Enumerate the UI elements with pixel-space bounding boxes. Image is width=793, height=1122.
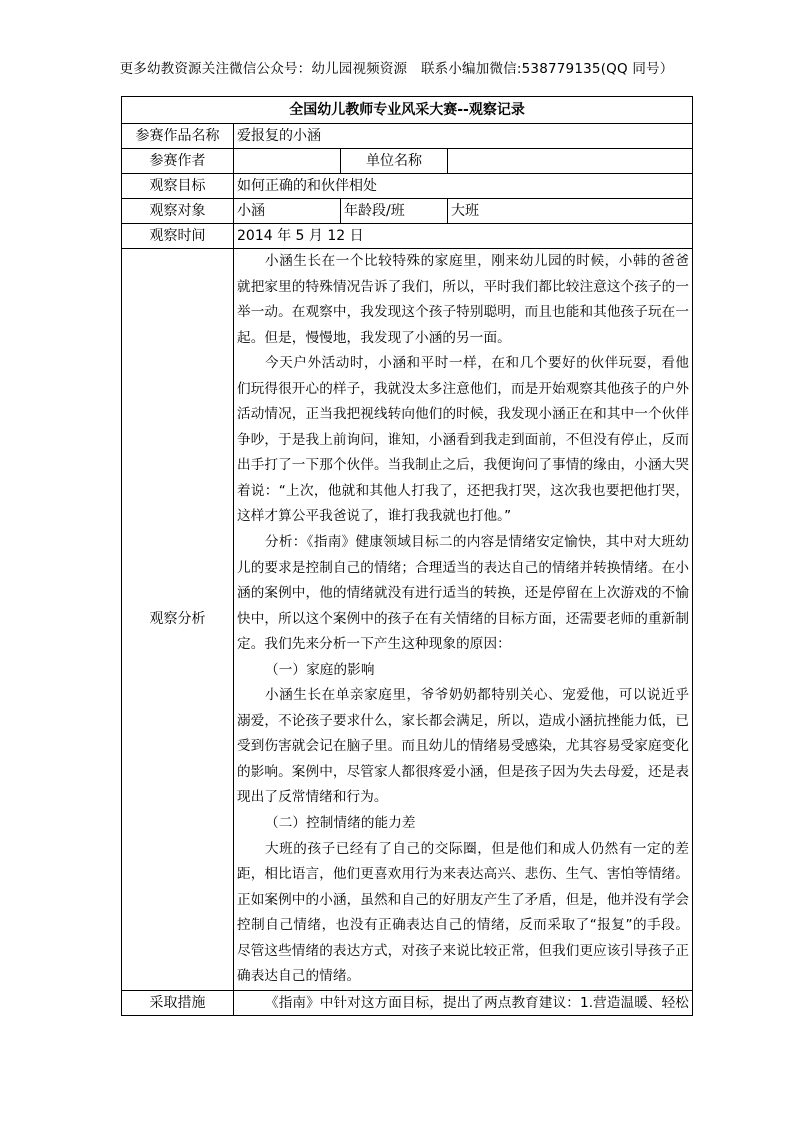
analysis-paragraph: 大班的孩子已经有了自己的交际圈，但是他们和成人仍然有一定的差距，相比语言，他们更喜欢用行为来表达高兴、悲伤、生气、害怕等情绪。正如案例中的小涵，虽然和自己的好朋友产生了矛盾，但是，他并没有学会控制自己情绪，也没有正确表达自己的情绪，反而采取了“报复”的手段。尽管这些情绪的表达方式，对孩子来说比较正常，但我们更应该引导孩子正确表达自己的情绪。 (237, 840, 690, 985)
author-value (234, 149, 341, 174)
analysis-paragraph: 分析：《指南》健康领域目标二的内容是情绪安定愉快，其中对大班幼儿的要求是控制自己的情绪；合理适当的表达自己的情绪并转换情绪。在小涵的案例中，他的情绪就没有进行适当的转换，还是停留在上次游戏的不愉快中，所以这个案例中的孩子在有关情绪的目标方面，还需要老师的重新制定。我们先来分析一下产生这种现象的原因： (237, 534, 690, 653)
measure-label: 采取措施 (122, 990, 234, 1015)
analysis-subheading: （一）家庭的影响 (265, 661, 375, 678)
work-name-label: 参赛作品名称 (122, 124, 234, 149)
table-title: 全国幼儿教师专业风采大赛--观察记录 (122, 97, 693, 124)
analysis-paragraph: 小涵生长在单亲家庭里，爷爷奶奶都特别关心、宠爱他，可以说近乎溺爱，不论孩子要求什么，家长都会满足，所以，造成小涵抗挫能力低，已受到伤害就会记在脑子里。而且幼儿的情绪易受感染，尤其容易受家庭变化的影响。案例中，尽管家人都很疼爱小涵，但是孩子因为失去母爱，还是表现出了反常情绪和行为。 (237, 687, 690, 806)
measure-content (234, 990, 693, 1015)
analysis-paragraph: 今天户外活动时，小涵和平时一样，在和几个要好的伙伴玩耍，看他们玩得很开心的样子，我就没太多注意他们，而是开始观察其他孩子的户外活动情况，正当我把视线转向他们的时候，我发现小涵正在和其中一个伙伴争吵，于是我上前询问，谁知，小涵看到我走到面前，不但没有停止，反而出手打了一下那个伙伴。当我制止之后，我便询问了事情的缘由，小涵大哭着说：“上次，他就和其他人打我了，还把我打哭，这次我也要把他打哭，这样才算公平我爸说了，谁打我我就也打他。” (237, 355, 690, 525)
measure-paragraph: 《指南》中针对这方面目标，提出了两点教育建议：1.营造温暖、轻松 (265, 994, 689, 1011)
age-label: 年龄段/班 (341, 199, 448, 224)
time-label: 观察时间 (122, 224, 234, 249)
subject-label: 观察对象 (122, 199, 234, 224)
subject-value: 小涵 (234, 199, 341, 224)
time-value: 2014 年 5 月 12 日 (234, 224, 693, 249)
goal-value: 如何正确的和伙伴相处 (234, 174, 693, 199)
work-name-value: 爱报复的小涵 (234, 124, 693, 149)
analysis-content (234, 249, 693, 991)
unit-value (448, 149, 693, 174)
analysis-paragraph: 小涵生长在一个比较特殊的家庭里，刚来幼儿园的时候，小韩的爸爸就把家里的特殊情况告诉了我们，所以，平时我们都比较注意这个孩子的一举一动。在观察中，我发现这个孩子特别聪明，而且也能和其他孩子玩在一起。但是，慢慢地，我发现了小涵的另一面。 (237, 253, 690, 346)
goal-label: 观察目标 (122, 174, 234, 199)
unit-label: 单位名称 (341, 149, 448, 174)
analysis-label: 观察分析 (122, 249, 234, 991)
header-note: 更多幼教资源关注微信公众号：幼儿园视频资源 联系小编加微信:538779135(QQ 同号） (119, 61, 674, 77)
age-value: 大班 (448, 199, 693, 224)
analysis-subheading: （二）控制情绪的能力差 (265, 815, 416, 832)
author-label: 参赛作者 (122, 149, 234, 174)
observation-table (121, 96, 693, 1016)
